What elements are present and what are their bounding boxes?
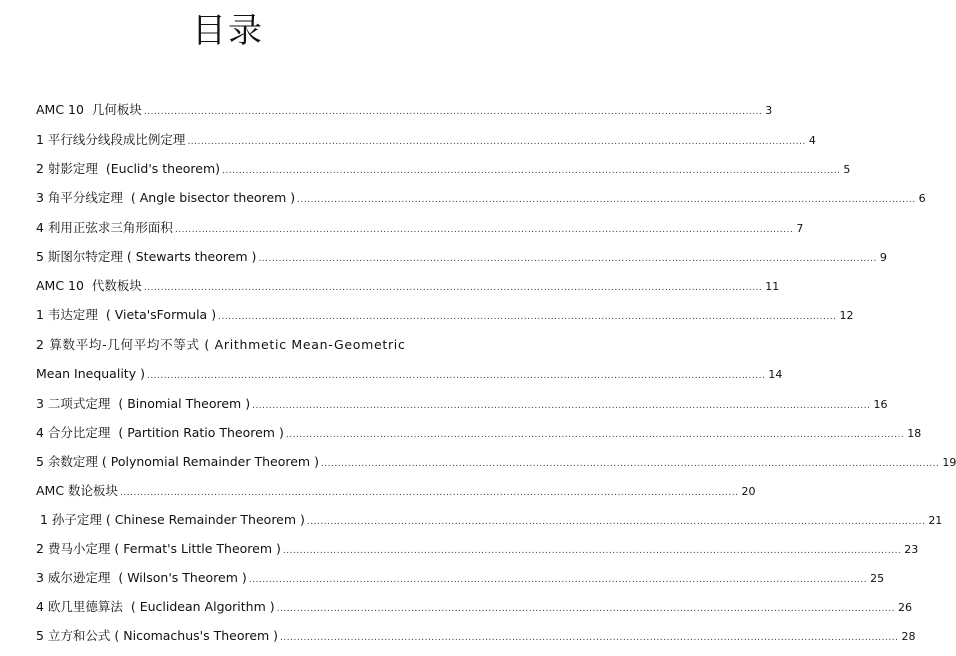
- toc-page-number: 20: [741, 485, 756, 498]
- toc-entry-label: 1 韦达定理 ( Vieta'sFormula ): [36, 307, 217, 322]
- toc-entry-euclidean-algorithm[interactable]: [36, 597, 913, 617]
- toc-entry-nicomachus[interactable]: [36, 626, 916, 646]
- toc-page-number: 7: [796, 222, 804, 235]
- toc-entry-angle-bisector[interactable]: [36, 188, 926, 208]
- toc-entry-am-gm[interactable]: [36, 335, 783, 384]
- toc-entry-chinese-remainder[interactable]: [36, 510, 943, 530]
- dot-leader: ........................................................................................................................................................................................: [248, 575, 868, 585]
- toc-page-number: 26: [898, 601, 913, 614]
- toc-page-number: 28: [901, 630, 916, 643]
- toc-page-number: 21: [928, 514, 943, 527]
- toc-entry-label: AMC 10 代数板块: [36, 278, 142, 293]
- toc-entry-label: 5 斯图尔特定理 ( Stewarts theorem ): [36, 249, 257, 264]
- toc-entry-number-theory-section[interactable]: [36, 481, 756, 501]
- toc-page-number: 3: [765, 104, 773, 117]
- dot-leader: ........................................................................................................................................................................................: [143, 107, 763, 117]
- dot-leader: ........................................................................................................................................................................................: [120, 488, 739, 498]
- toc-page-number: 9: [879, 251, 887, 264]
- dot-leader: ........................................................................................................................................................................................: [280, 633, 899, 643]
- dot-leader: ........................................................................................................................................................................................: [146, 371, 766, 381]
- dot-leader: ........................................................................................................................................................................................: [143, 283, 763, 293]
- dot-leader: ........................................................................................................................................................................................: [218, 312, 837, 322]
- dot-leader: ........................................................................................................................................................................................: [222, 166, 841, 176]
- toc-entry-label: 5 立方和公式 ( Nicomachus's Theorem ): [36, 628, 279, 643]
- toc-entry-label: 5 余数定理 ( Polynomial Remainder Theorem ): [36, 454, 319, 469]
- toc-page-number: 5: [843, 163, 851, 176]
- toc-entry-label: 4 合分比定理 ( Partition Ratio Theorem ): [36, 425, 284, 440]
- dot-leader: ........................................................................................................................................................................................: [187, 137, 806, 147]
- dot-leader: ........................................................................................................................................................................................: [276, 604, 896, 614]
- toc-entry-geometry-section[interactable]: [36, 100, 773, 120]
- toc-entry-binomial[interactable]: [36, 394, 888, 414]
- toc-entry-label: 4 欧几里德算法 ( Euclidean Algorithm ): [36, 599, 275, 614]
- toc-entry-label: 3 威尔逊定理 ( Wilson's Theorem ): [36, 570, 247, 585]
- toc-page-number: 6: [918, 192, 926, 205]
- toc-entry-wilson[interactable]: [36, 568, 885, 588]
- toc-entry-parallel-lines[interactable]: [36, 130, 816, 150]
- toc-entry-label-line1: 2 算数平均-几何平均不等式 ( Arithmetic Mean-Geometric: [36, 337, 406, 352]
- dot-leader: ........................................................................................................................................................................................: [174, 225, 794, 235]
- toc-entry-algebra-section[interactable]: [36, 276, 780, 296]
- dot-leader: ........................................................................................................................................................................................: [282, 546, 902, 556]
- toc-entry-label: 3 角平分线定理 ( Angle bisector theorem ): [36, 190, 296, 205]
- toc-entry-label: 2 费马小定理 ( Fermat's Little Theorem ): [36, 541, 281, 556]
- toc-page-number: 23: [904, 543, 919, 556]
- toc-entry-partition-ratio[interactable]: [36, 423, 922, 443]
- toc-page-number: 14: [768, 368, 783, 381]
- toc-page-number: 18: [907, 427, 922, 440]
- toc-page-number: 16: [873, 398, 888, 411]
- dot-leader: ........................................................................................................................................................................................: [306, 517, 926, 527]
- toc-entry-sine-area[interactable]: [36, 218, 804, 238]
- toc-page-number: 19: [942, 456, 956, 469]
- toc-page-number: 4: [808, 134, 816, 147]
- toc-entry-label: AMC 数论板块: [36, 483, 119, 498]
- toc-entry-label: 1 孙子定理 ( Chinese Remainder Theorem ): [36, 512, 305, 527]
- toc-entry-label: 1 平行线分线段成比例定理: [36, 132, 186, 147]
- toc-entry-label: 3 二项式定理 ( Binomial Theorem ): [36, 396, 251, 411]
- dot-leader: ........................................................................................................................................................................................: [252, 401, 871, 411]
- toc-entry-euclid[interactable]: [36, 159, 851, 179]
- toc-page-number: 11: [765, 280, 780, 293]
- dot-leader: ........................................................................................................................................................................................: [297, 195, 916, 205]
- toc-entry-label: AMC 10 几何板块: [36, 102, 142, 117]
- toc-entry-polynomial-remainder[interactable]: [36, 452, 956, 472]
- toc-entry-label: 2 射影定理 (Euclid's theorem): [36, 161, 221, 176]
- toc-entry-stewart[interactable]: [36, 247, 887, 267]
- dot-leader: ........................................................................................................................................................................................: [258, 254, 877, 264]
- dot-leader: ........................................................................................................................................................................................: [285, 430, 905, 440]
- toc-entry-vieta[interactable]: [36, 305, 854, 325]
- toc-entry-label: 4 利用正弦求三角形面积: [36, 220, 173, 235]
- toc-page-number: 25: [870, 572, 885, 585]
- toc-entry-label: Mean Inequality ): [36, 366, 145, 381]
- toc-entry-fermat[interactable]: [36, 539, 919, 559]
- toc-page-number: 12: [839, 309, 854, 322]
- dot-leader: ........................................................................................................................................................................................: [320, 459, 940, 469]
- page-title: 目录: [192, 11, 264, 51]
